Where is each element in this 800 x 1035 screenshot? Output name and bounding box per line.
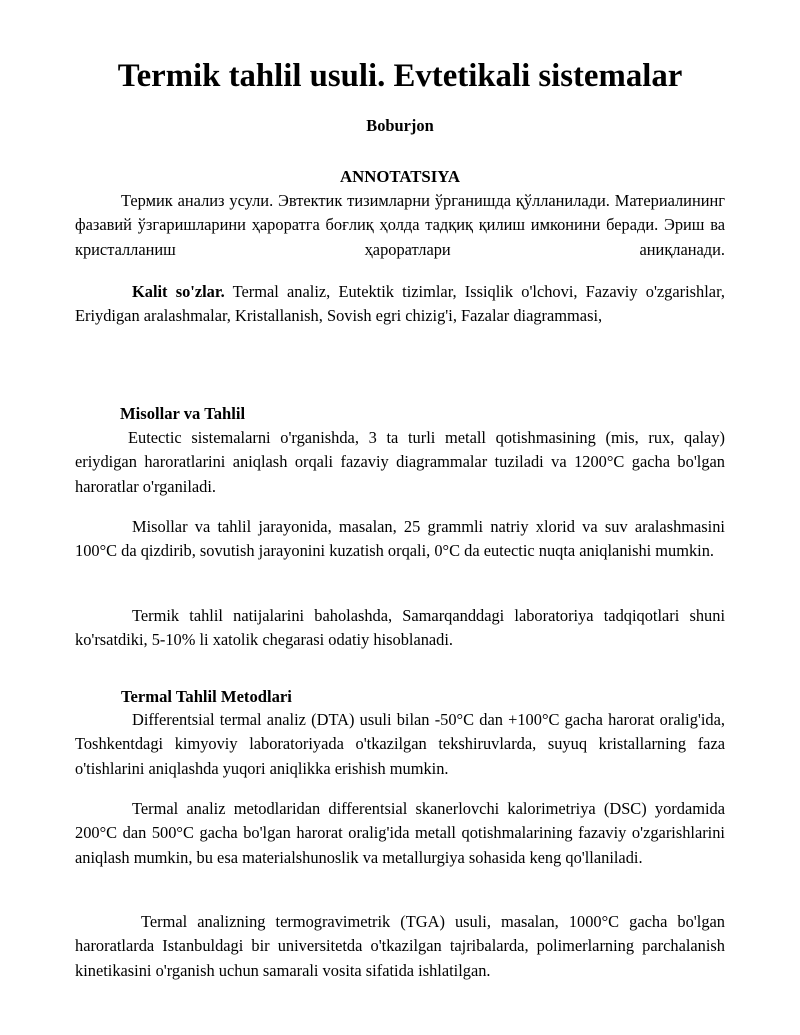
section1-paragraph-2: Misollar va tahlil jarayonida, masalan, 25 grammli natriy xlorid va suv aralashmasini 100°C da qizdirib, sovutish jarayonini kuzatish orqali, 0°C da eutectic nuqta aniqlanishi mumkin.: [75, 517, 725, 561]
section2-heading: Termal Tahlil Metodlari: [121, 687, 292, 706]
keywords-label: Kalit so'zlar.: [132, 282, 225, 301]
annotation-text: Термик анализ усули. Эвтектик тизимларни ўрганишда қўлланилади. Материалининг фазавий ўзгаришларини ҳароратга боғлиқ ҳолда тадқиқ қилиш имконини беради. Эриш ва кристалланиш ҳароратлари аниқланади.: [75, 191, 725, 259]
document-title: Termik tahlil usuli. Evtetikali sistemalar: [117, 58, 683, 94]
keywords-text: Termal analiz, Eutektik tizimlar, Issiqlik o'lchovi, Fazaviy o'zgarishlar, Eriydigan aralashmalar, Kristallanish, Sovish egri chizig'i, Fazalar diagrammasi,: [75, 282, 725, 326]
keywords-paragraph: [75, 280, 725, 329]
annotation-heading: ANNOTATSIYA: [340, 167, 460, 186]
section2-paragraph-1: Differentsial termal analiz (DTA) usuli bilan -50°C dan +100°C gacha harorat oralig'ida, Toshkentdagi kimyoviy laboratoriyada o'tkazilgan tekshiruvlarda, suyuq kristallarning faza o'tishlarini aniqlashda yuqori aniqlikka erishish mumkin.: [75, 710, 725, 778]
author-name: Boburjon: [366, 116, 434, 135]
section2-paragraph-2: Termal analiz metodlaridan differentsial skanerlovchi kalorimetriya (DSC) yordamida 200°C dan 500°C gacha bo'lgan harorat oralig'ida metall qotishmalarining fazaviy o'zgarishlarini aniqlash mumkin, bu esa materialshunoslik va metallurgiya sohasida keng qo'llaniladi.: [75, 799, 725, 867]
section1-paragraph-1: Eutectic sistemalarni o'rganishda, 3 ta turli metall qotishmasining (mis, rux, qalay) eriydigan haroratlarini aniqlash orqali fazaviy diagrammalar tuziladi va 1200°C gacha bo'lgan haroratlar o'rganiladi.: [75, 428, 725, 496]
section1-paragraph-3: Termik tahlil natijalarini baholashda, Samarqanddagi laboratoriya tadqiqotlari shuni ko'rsatdiki, 5-10% li xatolik chegarasi odatiy hisoblanadi.: [75, 606, 725, 650]
section2-paragraph-3: Termal analizning termogravimetrik (TGA) usuli, masalan, 1000°C gacha bo'lgan haroratlarda Istanbuldagi bir universitetda o'tkazilgan tajribalarda, polimerlarning parchalanish kinetikasini o'rganish uchun samarali vosita sifatida ishlatilgan.: [75, 912, 725, 980]
section1-heading: Misollar va Tahlil: [120, 404, 246, 423]
